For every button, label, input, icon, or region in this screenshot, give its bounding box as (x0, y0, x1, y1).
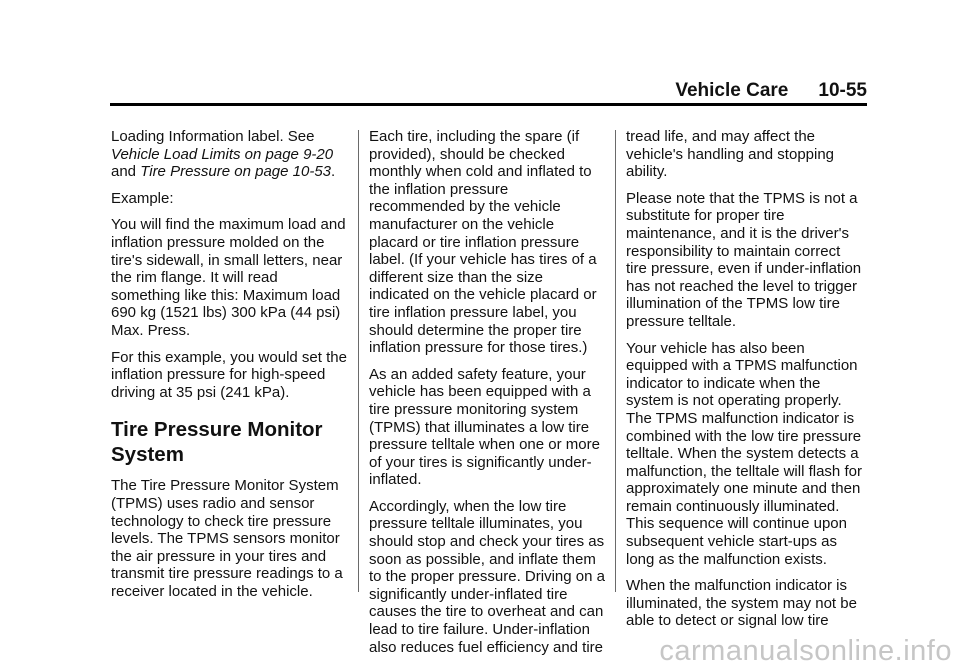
text: . (331, 163, 336, 181)
paragraph: When the malfunction indicator is illuminated, the system may not be able to detect or signal low tire (626, 577, 857, 630)
column-divider (358, 130, 359, 592)
paragraph: Accordingly, when the low tire pressure telltale illuminates, you should stop and check your tires as soon as possible, and inflate them to the proper pressure. Driving on a significantly under-inflated tire causes the tire to overheat and can lead to tire failure. Under-inflation also reduces fuel efficiency and tire (369, 497, 605, 656)
cross-reference-link[interactable]: Tire Pressure on page 10-53 (140, 163, 332, 181)
text: Max. Press. (111, 321, 191, 339)
paragraph: Example: (111, 189, 174, 207)
text: Loading Information label. See (111, 128, 315, 145)
text-column-1 (111, 128, 349, 609)
section-title: Vehicle Care (675, 80, 789, 101)
paragraph: The Tire Pressure Monitor System (TPMS) uses radio and sensor technology to check tire pressure levels. The TPMS sensors monitor the air pressure in your tires and transmit tire pressure readings to a receiver located in the vehicle. (111, 477, 343, 600)
section-heading: Tire Pressure Monitor System (111, 418, 323, 467)
paragraph (111, 128, 349, 181)
paragraph: Please note that the TPMS is not a substitute for proper tire maintenance, and it is the driver's responsibility to maintain correct tire pressure, even if under-inflation has not reached the level to trigger illumination of the TPMS low tire pressure telltale. (626, 189, 862, 330)
header-rule (110, 103, 867, 106)
column-divider (615, 130, 616, 592)
text: and (111, 163, 137, 181)
header-text (675, 80, 867, 102)
cross-reference-link[interactable]: Vehicle Load Limits on page 9-20 (111, 145, 334, 163)
text-column-3 (626, 128, 864, 639)
paragraph: tread life, and may affect the vehicle's handling and stopping ability. (626, 128, 835, 181)
text: 690 kg (1521 lbs) 300 kPa (44 psi) (111, 304, 341, 322)
paragraph: For this example, you would set the inflation pressure for high-speed driving at 35 psi (241 kPa). (111, 348, 347, 401)
page-number: 10-55 (818, 80, 867, 101)
paragraph: Each tire, including the spare (if provided), should be checked monthly when cold and inflated to the inflation pressure recommended by the vehicle manufacturer on the vehicle placard or tire inflation pressure label. (If your vehicle has tires of a different size than the size indicated on the vehicle placard or tire inflation pressure label, you should determine the proper tire inflation pressure for those tires.) (369, 128, 597, 357)
text: You will find the maximum load and inflation pressure molded on the tire's sidewall, in small letters, near the rim flange. It will read something like this: Maximum load (111, 216, 346, 304)
text-column-2 (369, 128, 607, 665)
paragraph: Your vehicle has also been equipped with a TPMS malfunction indicator to indicate when the system is not operating properly. The TPMS malfunction indicator is combined with the low tire pressure telltale. When the system detects a malfunction, the telltale will flash for approximately one minute and then remain continuously illuminated. This sequence will continue upon subsequent vehicle start-ups as long as the malfunction exists. (626, 339, 862, 568)
watermark: carmanualsonline.info (659, 635, 952, 667)
paragraph (111, 216, 349, 339)
paragraph: As an added safety feature, your vehicle has been equipped with a tire pressure monitoring system (TPMS) that illuminates a low tire pressure telltale when one or more of your tires is significantly under-inflated. (369, 365, 600, 489)
